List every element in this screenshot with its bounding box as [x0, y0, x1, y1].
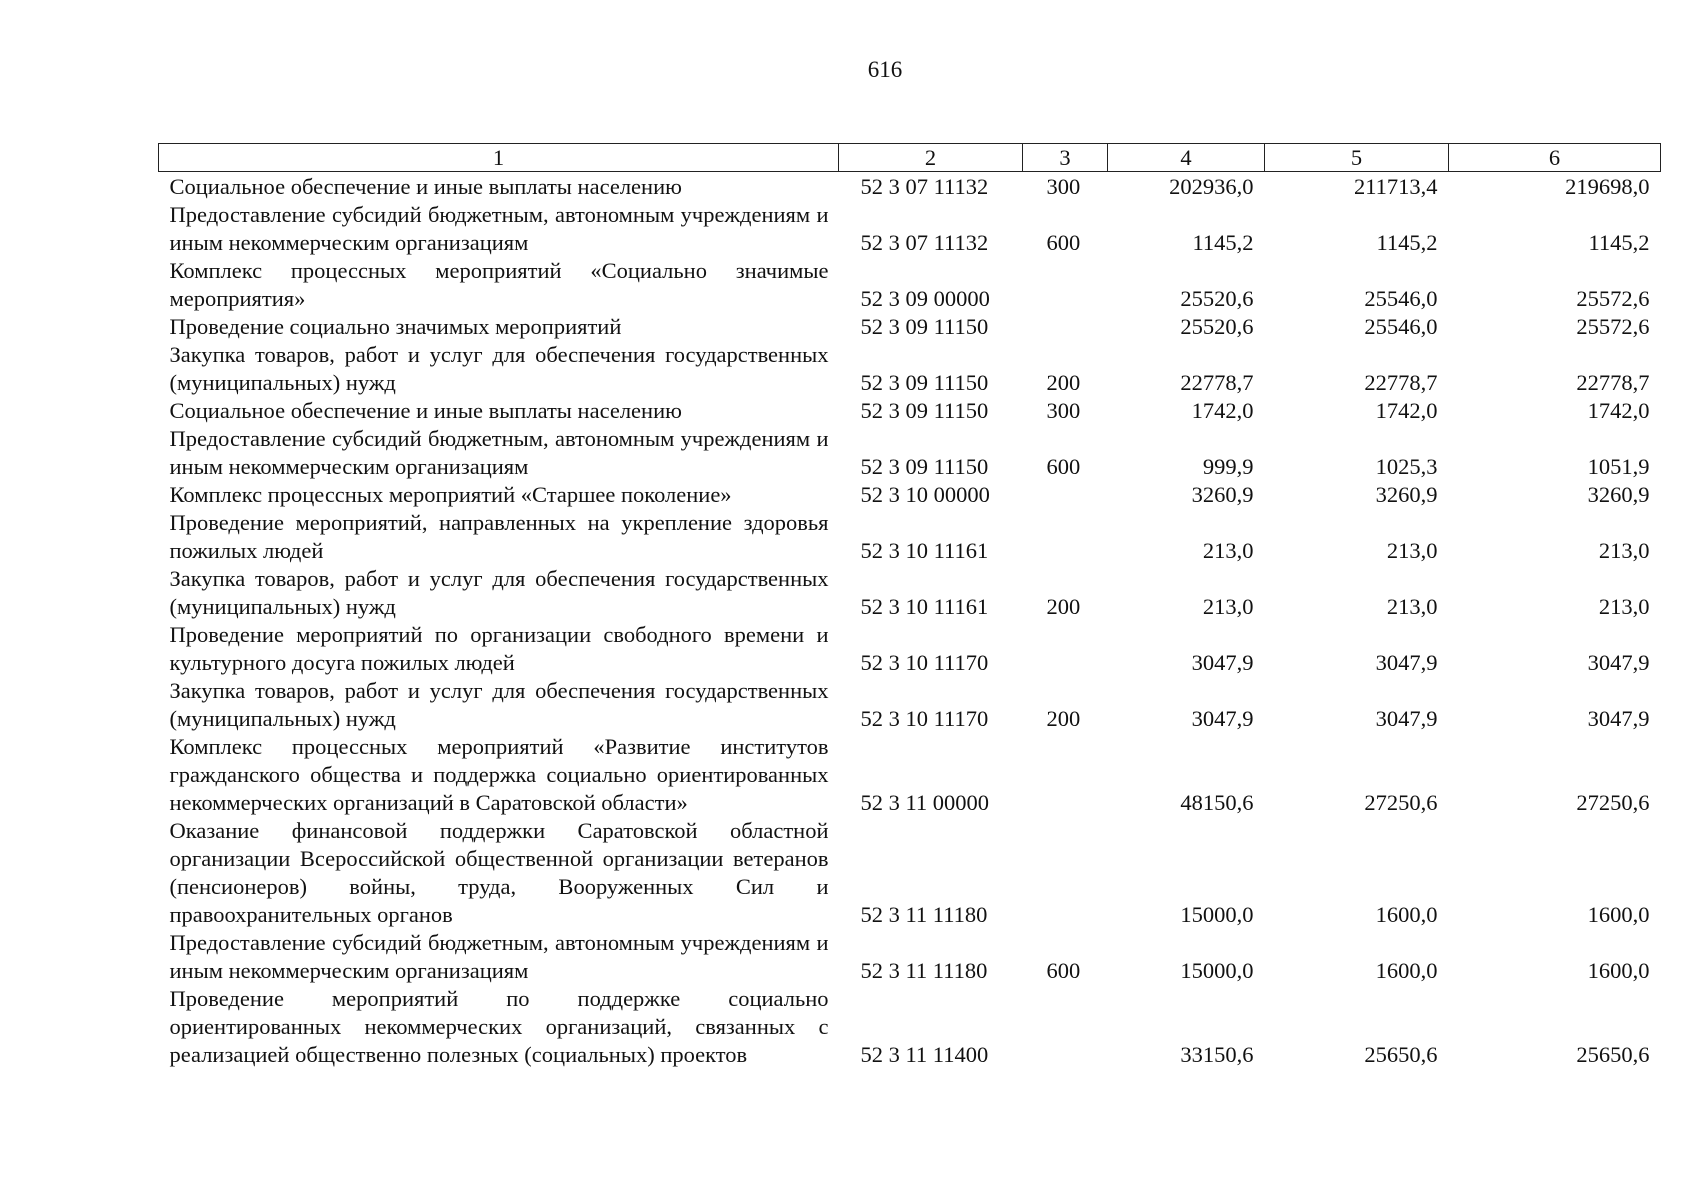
budget-table: [158, 143, 1661, 1069]
table-body: [159, 172, 1661, 1070]
row-amount-col6: 27250,6: [1576, 790, 1650, 815]
row-amount-col4: 15000,0: [1180, 958, 1254, 983]
row-name: Социальное обеспечение и иные выплаты населению: [169, 398, 682, 423]
row-name: Комплекс процессных мероприятий «Старшее поколение»: [169, 482, 732, 507]
row-amount-col4: 3047,9: [1191, 650, 1254, 675]
table-row: [159, 313, 1661, 341]
row-expense-type: 600: [1046, 958, 1081, 983]
row-expense-type: 600: [1046, 230, 1081, 255]
table-row: [159, 985, 1661, 1069]
row-code: 52 3 10 11170: [860, 706, 989, 731]
row-amount-col6: 22778,7: [1576, 370, 1650, 395]
table-row: [159, 341, 1661, 397]
row-amount-col5: 3260,9: [1375, 482, 1438, 507]
row-amount-col6: 219698,0: [1565, 174, 1650, 199]
row-code: 52 3 10 11161: [860, 594, 989, 619]
header-col-1: 1: [159, 144, 839, 172]
row-name: Предоставление субсидий бюджетным, автономным учреждениям и иным некоммерческим организациям: [169, 202, 829, 255]
row-amount-col5: 25546,0: [1364, 286, 1438, 311]
row-code: 52 3 09 11150: [860, 398, 989, 423]
table-row: [159, 565, 1661, 621]
row-amount-col5: 1600,0: [1375, 958, 1438, 983]
row-code: 52 3 07 11132: [860, 230, 989, 255]
row-amount-col5: 25546,0: [1364, 314, 1438, 339]
row-code: 52 3 09 11150: [860, 314, 989, 339]
table-header: [159, 144, 1661, 172]
row-amount-col5: 27250,6: [1364, 790, 1438, 815]
header-col-2: 2: [839, 144, 1023, 172]
row-name: Проведение мероприятий по поддержке социально ориентированных некоммерческих организаций, связанных с реализацией общественно полезных (социальных) проектов: [169, 986, 829, 1067]
table-row: [159, 257, 1661, 313]
table-row: [159, 733, 1661, 817]
row-amount-col6: 3260,9: [1587, 482, 1650, 507]
row-code: 52 3 10 11161: [860, 538, 989, 563]
row-amount-col5: 1742,0: [1375, 398, 1438, 423]
row-name: Закупка товаров, работ и услуг для обеспечения государственных (муниципальных) нужд: [169, 342, 829, 395]
row-name: Комплекс процессных мероприятий «Развитие институтов гражданского общества и поддержка социально ориентированных некоммерческих организаций в Саратовской области»: [169, 734, 829, 815]
row-expense-type: 300: [1046, 174, 1081, 199]
row-amount-col4: 33150,6: [1180, 1042, 1254, 1067]
header-col-4: 4: [1108, 144, 1265, 172]
row-name: Предоставление субсидий бюджетным, автономным учреждениям и иным некоммерческим организациям: [169, 426, 829, 479]
header-col-3: 3: [1023, 144, 1108, 172]
header-col-6: 6: [1449, 144, 1661, 172]
table-row: [159, 509, 1661, 565]
row-amount-col5: 1600,0: [1375, 902, 1438, 927]
table-row: [159, 397, 1661, 425]
page-number: 616: [867, 57, 903, 82]
row-amount-col4: 999,9: [1202, 454, 1254, 479]
row-amount-col4: 202936,0: [1169, 174, 1254, 199]
row-code: 52 3 09 00000: [860, 286, 990, 311]
row-amount-col5: 213,0: [1386, 594, 1438, 619]
row-expense-type: [1023, 985, 1108, 1069]
row-amount-col6: 3047,9: [1587, 650, 1650, 675]
row-amount-col6: 1600,0: [1587, 958, 1650, 983]
table-row: [159, 201, 1661, 257]
row-code: 52 3 09 11150: [860, 454, 989, 479]
row-amount-col5: 213,0: [1386, 538, 1438, 563]
table-row: [159, 817, 1661, 929]
row-amount-col4: 25520,6: [1180, 286, 1254, 311]
header-row: [159, 144, 1661, 172]
row-amount-col4: 3047,9: [1191, 706, 1254, 731]
row-amount-col6: 1742,0: [1587, 398, 1650, 423]
row-amount-col5: 1145,2: [1376, 230, 1438, 255]
row-name: Закупка товаров, работ и услуг для обеспечения государственных (муниципальных) нужд: [169, 566, 829, 619]
table-row: [159, 621, 1661, 677]
table-row: [159, 481, 1661, 509]
table-row: [159, 677, 1661, 733]
row-code: 52 3 11 00000: [860, 790, 990, 815]
row-amount-col5: 211713,4: [1353, 174, 1438, 199]
row-code: 52 3 10 11170: [860, 650, 989, 675]
row-amount-col6: 1051,9: [1587, 454, 1650, 479]
table-row: [159, 929, 1661, 985]
row-expense-type: [1023, 481, 1108, 509]
row-amount-col6: 1600,0: [1587, 902, 1650, 927]
row-name: Социальное обеспечение и иные выплаты населению: [169, 174, 682, 199]
row-amount-col4: 22778,7: [1180, 370, 1254, 395]
row-expense-type: [1023, 509, 1108, 565]
row-amount-col6: 25650,6: [1576, 1042, 1650, 1067]
row-amount-col4: 213,0: [1202, 538, 1254, 563]
row-amount-col6: 25572,6: [1576, 286, 1650, 311]
table-row: [159, 425, 1661, 481]
row-amount-col6: 213,0: [1598, 594, 1650, 619]
row-code: 52 3 07 11132: [860, 174, 989, 199]
row-code: 52 3 09 11150: [860, 370, 989, 395]
row-expense-type: 200: [1046, 370, 1081, 395]
row-expense-type: [1023, 817, 1108, 929]
row-amount-col4: 213,0: [1202, 594, 1254, 619]
row-name: Проведение социально значимых мероприятий: [169, 314, 622, 339]
table-row: [159, 172, 1661, 202]
row-name: Предоставление субсидий бюджетным, автономным учреждениям и иным некоммерческим организациям: [169, 930, 829, 983]
row-expense-type: 200: [1046, 594, 1081, 619]
row-name: Оказание финансовой поддержки Саратовской областной организации Всероссийской общественной организации ветеранов (пенсионеров) войны, труда, Вооруженных Сил и правоохранительных органов: [169, 818, 829, 927]
row-amount-col5: 3047,9: [1375, 706, 1438, 731]
row-expense-type: 600: [1046, 454, 1081, 479]
row-expense-type: [1023, 621, 1108, 677]
row-code: 52 3 10 00000: [860, 482, 990, 507]
row-expense-type: [1023, 733, 1108, 817]
row-amount-col4: 25520,6: [1180, 314, 1254, 339]
row-name: Комплекс процессных мероприятий «Социально значимые мероприятия»: [169, 258, 829, 311]
row-expense-type: [1023, 313, 1108, 341]
row-amount-col4: 1145,2: [1192, 230, 1254, 255]
row-amount-col5: 25650,6: [1364, 1042, 1438, 1067]
row-name: Проведение мероприятий, направленных на укрепление здоровья пожилых людей: [169, 510, 829, 563]
row-expense-type: 200: [1046, 706, 1081, 731]
row-amount-col4: 48150,6: [1180, 790, 1254, 815]
row-amount-col4: 3260,9: [1191, 482, 1254, 507]
row-amount-col5: 1025,3: [1375, 454, 1438, 479]
row-amount-col6: 213,0: [1598, 538, 1650, 563]
row-amount-col6: 1145,2: [1588, 230, 1650, 255]
header-col-5: 5: [1265, 144, 1449, 172]
row-amount-col6: 3047,9: [1587, 706, 1650, 731]
row-expense-type: [1023, 257, 1108, 313]
row-amount-col4: 1742,0: [1191, 398, 1254, 423]
row-amount-col5: 3047,9: [1375, 650, 1438, 675]
row-code: 52 3 11 11400: [860, 1042, 989, 1067]
row-amount-col6: 25572,6: [1576, 314, 1650, 339]
row-amount-col4: 15000,0: [1180, 902, 1254, 927]
row-code: 52 3 11 11180: [860, 902, 988, 927]
row-name: Проведение мероприятий по организации свободного времени и культурного досуга пожилых людей: [169, 622, 829, 675]
row-name: Закупка товаров, работ и услуг для обеспечения государственных (муниципальных) нужд: [169, 678, 829, 731]
row-expense-type: 300: [1046, 398, 1081, 423]
row-amount-col5: 22778,7: [1364, 370, 1438, 395]
row-code: 52 3 11 11180: [860, 958, 988, 983]
